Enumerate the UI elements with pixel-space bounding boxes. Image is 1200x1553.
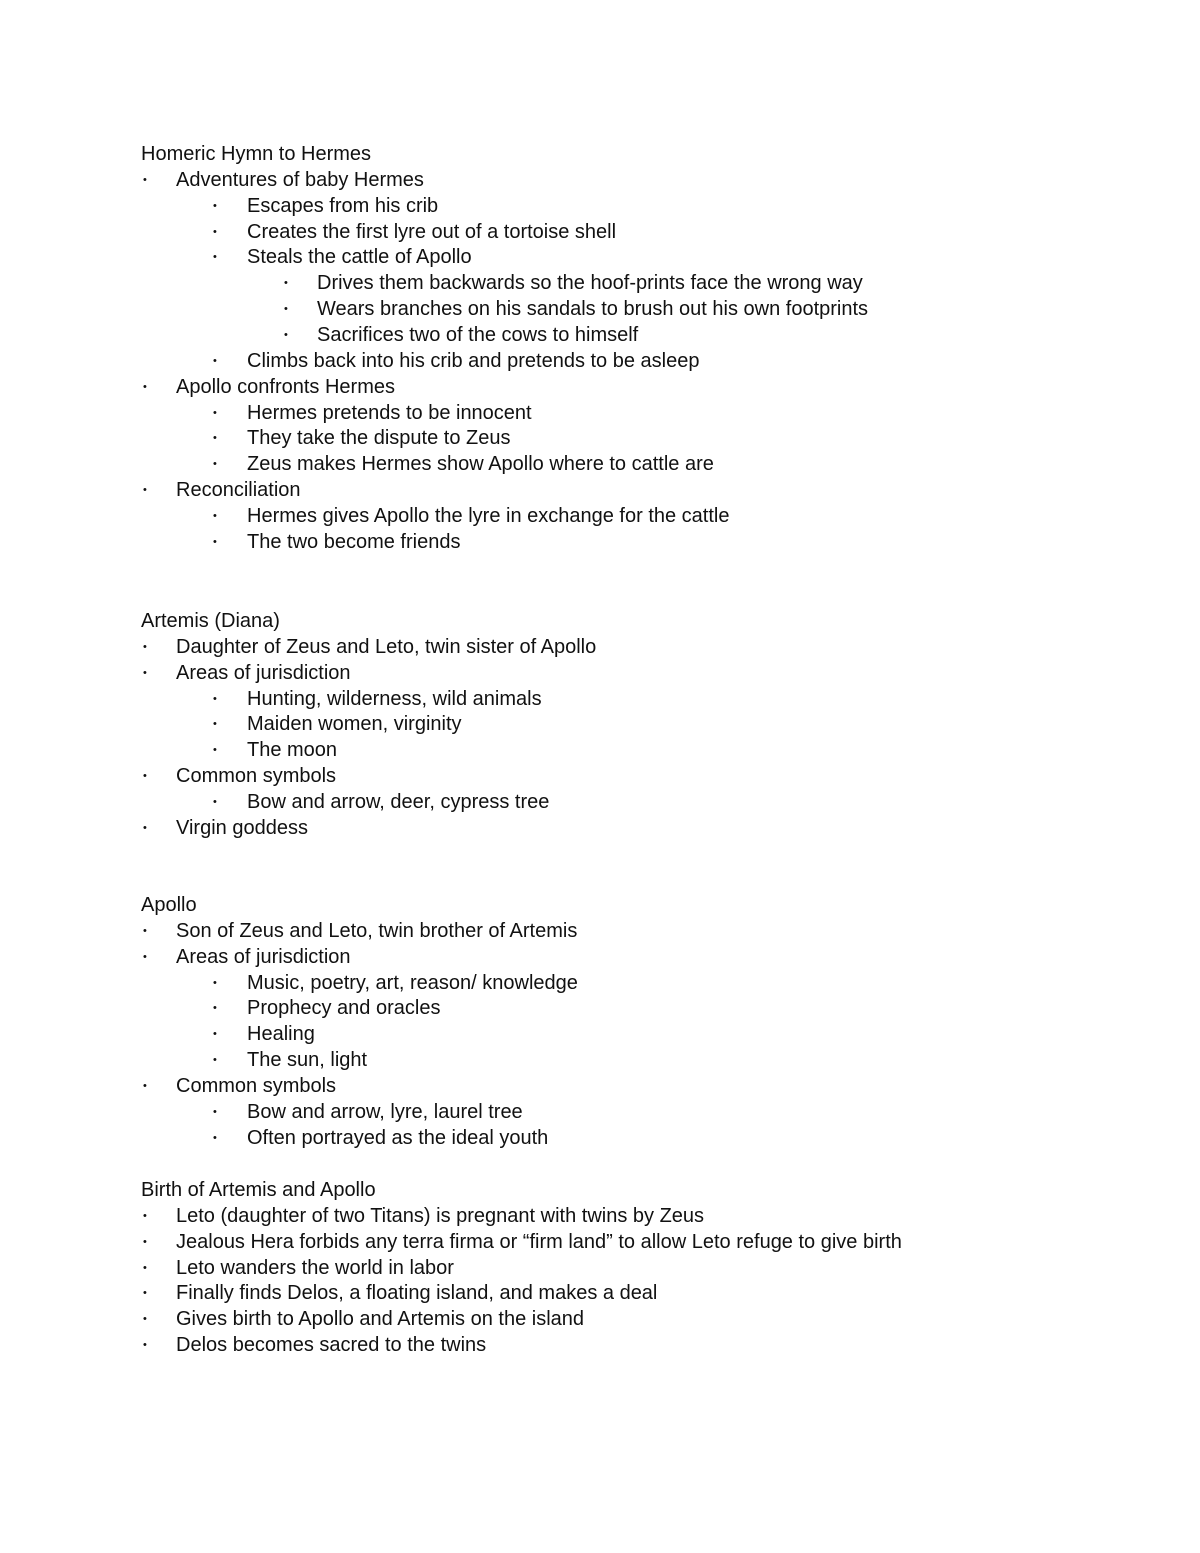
bullet-icon: • <box>143 1079 147 1092</box>
list-item-text: Escapes from his crib <box>247 194 439 217</box>
list-item-text: Hermes gives Apollo the lyre in exchange for the cattle <box>247 504 730 527</box>
bullet-icon: • <box>143 484 147 497</box>
list-item-text: The sun, light <box>247 1049 368 1072</box>
bullet-icon: • <box>213 406 217 419</box>
list-item-text: Areas of jurisdiction <box>176 661 351 684</box>
bullet-icon: • <box>143 950 147 963</box>
list-item-text: Sacrifices two of the cows to himself <box>317 323 639 346</box>
list-item-text: Healing <box>247 1023 315 1046</box>
list-item-text: Wears branches on his sandals to brush out his own footprints <box>317 298 869 321</box>
bullet-icon: • <box>213 795 217 808</box>
list-item-text: Adventures of baby Hermes <box>176 168 424 191</box>
bullet-icon: • <box>143 821 147 834</box>
list-item-text: Music, poetry, art, reason/ knowledge <box>247 971 578 994</box>
bullet-icon: • <box>284 328 288 341</box>
bullet-icon: • <box>143 1209 147 1222</box>
bullet-icon: • <box>143 640 147 653</box>
list-item-text: Prophecy and oracles <box>247 997 441 1020</box>
bullet-icon: • <box>213 354 217 367</box>
bullet-icon: • <box>143 380 147 393</box>
list-item-text: Bow and arrow, lyre, laurel tree <box>247 1100 523 1123</box>
bullet-icon: • <box>143 1235 147 1248</box>
bullet-icon: • <box>213 535 217 548</box>
list-item-text: Reconciliation <box>176 479 301 502</box>
bullet-icon: • <box>213 1002 217 1015</box>
list-item-text: Jealous Hera forbids any terra firma or “firm land” to allow Leto refuge to give birth <box>176 1230 902 1253</box>
bullet-icon: • <box>143 770 147 783</box>
bullet-icon: • <box>213 1131 217 1144</box>
list-item-text: Zeus makes Hermes show Apollo where to cattle are <box>247 453 714 476</box>
list-item-text: Drives them backwards so the hoof-prints face the wrong way <box>317 272 863 295</box>
bullet-icon: • <box>213 251 217 264</box>
list-item-text: Climbs back into his crib and pretends to be asleep <box>247 349 700 372</box>
section-heading-text: Homeric Hymn to Hermes <box>141 143 372 165</box>
bullet-icon: • <box>213 1054 217 1067</box>
list-item-text: Son of Zeus and Leto, twin brother of Artemis <box>176 919 578 942</box>
list-item-text: Apollo confronts Hermes <box>176 375 395 398</box>
bullet-icon: • <box>213 432 217 445</box>
bullet-icon: • <box>213 1105 217 1118</box>
list-item-text: Often portrayed as the ideal youth <box>247 1126 549 1149</box>
list-item-text: Virgin goddess <box>176 816 308 839</box>
list-item-text: Delos becomes sacred to the twins <box>176 1334 487 1357</box>
list-item-text: Leto (daughter of two Titans) is pregnant with twins by Zeus <box>176 1204 705 1227</box>
list-item-text: Areas of jurisdiction <box>176 945 351 968</box>
section-heading-text: Apollo <box>141 894 197 916</box>
list-item-text: The moon <box>247 739 338 762</box>
list-item-text: Finally finds Delos, a floating island, and makes a deal <box>176 1282 658 1305</box>
bullet-icon: • <box>143 173 147 186</box>
section-heading-text: Birth of Artemis and Apollo <box>141 1179 376 1201</box>
list-item-text: Common symbols <box>176 765 337 788</box>
list-item-text: Common symbols <box>176 1074 337 1097</box>
bullet-icon: • <box>143 924 147 937</box>
bullet-icon: • <box>213 509 217 522</box>
bullet-icon: • <box>213 718 217 731</box>
bullet-icon: • <box>143 1287 147 1300</box>
bullet-icon: • <box>213 199 217 212</box>
list-item-text: Steals the cattle of Apollo <box>247 246 472 269</box>
bullet-icon: • <box>213 692 217 705</box>
list-item-text: Gives birth to Apollo and Artemis on the island <box>176 1308 585 1331</box>
list-item-text: Daughter of Zeus and Leto, twin sister of Apollo <box>176 635 597 658</box>
list-item-text: Creates the first lyre out of a tortoise shell <box>247 220 617 243</box>
section-heading-text: Artemis (Diana) <box>141 610 280 632</box>
bullet-icon: • <box>143 666 147 679</box>
bullet-icon: • <box>213 1028 217 1041</box>
bullet-icon: • <box>143 1339 147 1352</box>
bullet-icon: • <box>284 277 288 290</box>
list-item-text: Hermes pretends to be innocent <box>247 401 532 424</box>
bullet-icon: • <box>143 1261 147 1274</box>
list-item-text: Leto wanders the world in labor <box>176 1256 454 1279</box>
list-item-text: Hunting, wilderness, wild animals <box>247 687 542 710</box>
bullet-icon: • <box>213 744 217 757</box>
bullet-icon: • <box>213 976 217 989</box>
list-item-text: They take the dispute to Zeus <box>247 427 511 450</box>
bullet-icon: • <box>213 458 217 471</box>
list-item-text: The two become friends <box>247 530 461 553</box>
bullet-icon: • <box>213 225 217 238</box>
list-item-text: Maiden women, virginity <box>247 713 462 736</box>
bullet-icon: • <box>284 303 288 316</box>
bullet-icon: • <box>143 1313 147 1326</box>
list-item-text: Bow and arrow, deer, cypress tree <box>247 790 550 813</box>
